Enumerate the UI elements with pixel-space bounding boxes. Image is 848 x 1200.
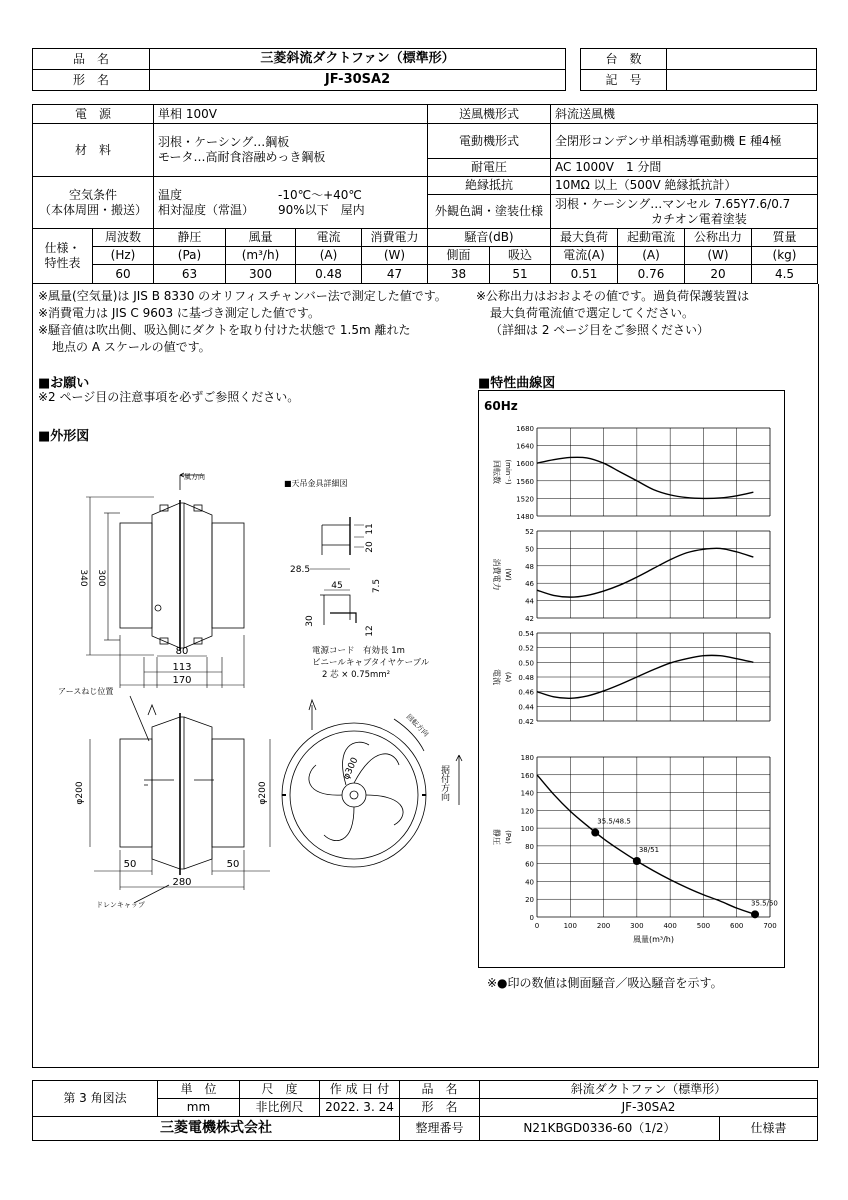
dim-50-right: 50: [226, 859, 240, 870]
temp-value: -10℃～+40℃: [278, 187, 362, 202]
output-value: 20: [685, 265, 752, 284]
hanger-dim-28-5: 28.5: [290, 565, 311, 575]
start-unit: (A): [618, 247, 685, 265]
spec-table: [32, 104, 818, 284]
noise-header: 騒音(dB): [428, 229, 551, 247]
freq-value: 60: [93, 265, 154, 284]
noise-suck-header: 吸込: [490, 247, 551, 265]
temp-label: 温度: [158, 187, 183, 202]
current-header: 電流: [296, 229, 362, 247]
pressure-marker: [591, 829, 599, 837]
power-ylabel: 消費電力: [492, 558, 501, 591]
scale-label: 尺 度: [240, 1081, 320, 1099]
qty-label: 台 数: [581, 49, 667, 70]
rpm-ylabel: 回転数: [492, 460, 501, 484]
rpm-ytick: 1640: [516, 442, 534, 451]
footer-table: [32, 1080, 818, 1141]
blower-value: 斜流送風機: [551, 105, 818, 124]
x-tick: 600: [730, 922, 744, 930]
motor-value: 全閉形コンデンサ単相誘導電動機 E 種4極: [551, 124, 818, 159]
freq-unit: (Hz): [93, 247, 154, 265]
notes-left: [38, 288, 478, 356]
dim-170: 170: [172, 675, 192, 686]
chart-title: ■特性曲線図: [478, 376, 556, 391]
header-table: [32, 48, 566, 91]
current-ytick: 0.44: [518, 703, 534, 712]
projection-method: 第 3 角図法: [33, 1081, 158, 1117]
model-label: 形 名: [33, 70, 150, 91]
pressure-ytick: 0: [529, 914, 534, 922]
rpm-ytick: 1520: [516, 495, 534, 504]
rpm-ytick: 1480: [516, 513, 534, 521]
outline-title: ■外形図: [38, 429, 90, 444]
drain-leader: [134, 885, 169, 903]
hanger-dim-12: 12: [365, 625, 375, 637]
material-line1: 羽根・ケーシング…鋼板: [158, 135, 290, 149]
x-tick: 100: [563, 922, 577, 930]
voltage-label: 耐電圧: [428, 159, 551, 177]
x-tick: 500: [696, 922, 711, 930]
dims-top: [86, 497, 244, 688]
air-value: [154, 177, 428, 229]
dim-340: 340: [78, 569, 88, 587]
power-ytick: 46: [525, 580, 534, 589]
note-left-2: ※消費電力は JIS C 9603 に基づき測定した値です。: [38, 306, 320, 320]
x-tick: 700: [763, 922, 777, 930]
x-tick: 0: [534, 922, 540, 930]
notes-right: [476, 288, 806, 339]
pressure-ytick: 160: [520, 771, 534, 780]
unit-value: mm: [158, 1099, 240, 1117]
dim-280: 280: [172, 877, 192, 888]
air-label-line1: 空気条件: [68, 187, 117, 202]
color-value: [551, 195, 818, 229]
mount-arrow: [456, 755, 462, 805]
chart-frequency: 60Hz: [484, 399, 518, 413]
blower-label: 送風機形式: [428, 105, 551, 124]
noise-side-header: 側面: [428, 247, 490, 265]
insulation-label: 絶縁抵抗: [428, 177, 551, 195]
fan-front-view: [282, 700, 426, 867]
start-value: 0.76: [618, 265, 685, 284]
maxload-value: 0.51: [551, 265, 618, 284]
current-ylabel: 電流: [492, 669, 501, 685]
insulation-value: 10MΩ 以上（500V 絶縁抵抗計）: [551, 177, 818, 195]
pressure-ylabel: 静圧: [492, 829, 501, 845]
wind-dir-label: 風方向: [184, 473, 205, 481]
fan-top-view: [120, 500, 244, 651]
material-label: 材 料: [33, 124, 154, 177]
cord-line3: 2 芯 × 0.75mm²: [322, 670, 391, 680]
voltage-value: AC 1000V 1 分間: [551, 159, 818, 177]
pressure-ytick: 180: [520, 754, 534, 762]
rpm-ytick: 1560: [516, 477, 534, 486]
ref-value: N21KBGD0336-60（1/2）: [480, 1117, 720, 1141]
request-title: ■お願い: [38, 376, 90, 391]
hanger-dim-45: 45: [331, 581, 343, 591]
output-unit: (W): [685, 247, 752, 265]
power-ytick: 48: [525, 562, 534, 571]
noise-suck-value: 51: [490, 265, 551, 284]
pressure-ytick: 140: [520, 789, 534, 798]
footer-model-label: 形 名: [400, 1099, 480, 1117]
pressure-ytick: 20: [525, 896, 534, 905]
scale-value: 非比例尺: [240, 1099, 320, 1117]
power-yunit: (W): [504, 568, 512, 581]
date-value: 2022. 3. 24: [320, 1099, 400, 1117]
pressure-marker-label: 38/51: [638, 846, 660, 854]
mass-header: 質量: [752, 229, 818, 247]
hanger-dim-20: 20: [365, 541, 375, 553]
material-line2: モータ…高耐食溶融めっき鋼板: [158, 150, 326, 164]
current-ytick: 0.48: [518, 674, 534, 682]
power-value-cell: 47: [362, 265, 428, 284]
color-line2: カチオン電着塗装: [651, 211, 747, 226]
footer-model-value: JF-30SA2: [480, 1099, 818, 1117]
perf-label-line2: 特性表: [44, 256, 81, 270]
rpm-ytick: 1600: [516, 460, 534, 469]
mark-value: [667, 70, 817, 91]
note-left-1: ※風量(空気量)は JIS B 8330 のオリフィスチャンバー法で測定した値です。: [38, 289, 447, 303]
current-value: 0.48: [296, 265, 362, 284]
hanger-dim-7-5: 7.5: [372, 578, 382, 594]
note-left-3: ※騒音値は吹出側、吸込側にダクトを取り付けた状態で 1.5m 離れた: [38, 323, 411, 337]
current-ytick: 0.52: [518, 644, 534, 653]
power-label: 電 源: [33, 105, 154, 124]
dim-80: 80: [175, 646, 189, 657]
flow-value: 300: [226, 265, 296, 284]
x-axis-label: 風量(m³/h): [632, 935, 675, 944]
pressure-marker: [633, 857, 641, 865]
dim-300-front: φ300: [341, 756, 361, 782]
current-ytick: 0.42: [518, 718, 534, 726]
company-name: 三菱電機株式会社: [33, 1117, 400, 1141]
power-ytick: 50: [525, 545, 534, 554]
color-line1: 羽根・ケーシング…マンセル 7.65Y7.6/0.7: [555, 196, 791, 211]
dim-200-left: φ200: [75, 781, 85, 805]
pressure-ytick: 120: [520, 807, 534, 816]
qty-table: [580, 48, 817, 91]
pressure-ytick: 80: [525, 842, 534, 851]
output-header: 公称出力: [685, 229, 752, 247]
start-header: 起動電流: [618, 229, 685, 247]
current-ytick: 0.50: [518, 659, 534, 668]
pressure-ytick: 60: [525, 860, 534, 869]
x-tick: 300: [630, 922, 644, 930]
note-right-3: （詳細は 2 ページ目をご参照ください）: [490, 323, 710, 337]
perf-label: [33, 229, 93, 284]
pressure-ytick: 40: [525, 878, 534, 887]
motor-label: 電動機形式: [428, 124, 551, 159]
noise-side-value: 38: [428, 265, 490, 284]
product-name: 三菱斜流ダクトファン（標準形）: [150, 49, 566, 70]
name-label: 品 名: [33, 49, 150, 70]
power-ytick: 52: [525, 528, 534, 536]
humid-value: 90%以下 屋内: [278, 202, 365, 217]
pressure-ytick: 100: [520, 825, 534, 834]
air-label-line2: （本体周囲・搬送）: [38, 202, 147, 217]
cord-line2: ビニールキャブタイヤケーブル: [312, 658, 430, 668]
cord-line1: 電源コード 有効長 1m: [312, 646, 405, 656]
color-label: 外観色調・塗装仕様: [428, 195, 551, 229]
x-tick: 400: [663, 922, 677, 930]
rpm-ytick: 1680: [516, 425, 534, 433]
power-unit: (W): [362, 247, 428, 265]
power-ytick: 44: [525, 597, 534, 606]
material-value: [154, 124, 428, 177]
maxload-unit: 電流(A): [551, 247, 618, 265]
outline-drawing: [34, 445, 474, 935]
mark-label: 記 号: [581, 70, 667, 91]
pressure-marker: [751, 910, 759, 918]
freq-header: 周波数: [93, 229, 154, 247]
humid-label: 相対湿度（常温）: [158, 202, 255, 217]
hanger-detail: [310, 517, 364, 625]
hanger-dim-30: 30: [305, 615, 315, 627]
dim-50-left: 50: [123, 859, 137, 870]
drain-label: ドレンキャップ: [96, 901, 145, 909]
rpm-yunit: (min⁻¹): [504, 459, 512, 485]
power-header: 消費電力: [362, 229, 428, 247]
power-ytick: 42: [525, 615, 534, 623]
pressure-marker-label: 35.5/50: [751, 899, 778, 908]
request-text: ※2 ページ目の注意事項を必ずご参照ください。: [38, 390, 300, 404]
mount-label: 据付方向: [439, 765, 449, 801]
flow-header: 風量: [226, 229, 296, 247]
mass-unit: (kg): [752, 247, 818, 265]
hanger-dim-11: 11: [365, 523, 375, 535]
pressure-curve: [537, 775, 755, 915]
power-value: 単相 100V: [154, 105, 428, 124]
fan-side-view: [120, 705, 244, 875]
maxload-header: 最大負荷: [551, 229, 618, 247]
ref-label: 整理番号: [400, 1117, 480, 1141]
dim-113: 113: [172, 662, 192, 673]
x-tick: 200: [596, 922, 611, 930]
perf-label-line1: 仕様・: [44, 241, 81, 255]
note-left-4: 地点の A スケールの値です。: [52, 340, 211, 354]
air-label: [33, 177, 154, 229]
current-ytick: 0.46: [518, 688, 534, 697]
doc-type: 仕様書: [720, 1117, 818, 1141]
earth-label: アースねじ位置: [58, 687, 114, 696]
footer-name-value: 斜流ダクトファン（標準形）: [480, 1081, 818, 1099]
hanger-title: ■天吊金具詳細図: [284, 479, 348, 488]
current-unit: (A): [296, 247, 362, 265]
chart-note: ※●印の数値は側面騒音／吸込騒音を示す。: [487, 976, 723, 990]
current-ytick: 0.54: [518, 630, 534, 638]
current-yunit: (A): [504, 671, 512, 683]
press-value: 63: [154, 265, 226, 284]
note-right-1: ※公称出力はおおよその値です。過負荷保護装置は: [476, 289, 750, 303]
flow-unit: (m³/h): [226, 247, 296, 265]
pressure-yunit: (Pa): [504, 830, 512, 844]
unit-label: 単 位: [158, 1081, 240, 1099]
dim-300: 300: [96, 569, 106, 587]
pressure-marker-label: 35.5/48.5: [597, 817, 631, 826]
model-number: JF-30SA2: [150, 70, 566, 91]
earth-leader: [130, 696, 149, 741]
date-label: 作 成 日 付: [320, 1081, 400, 1099]
performance-chart: [478, 390, 783, 966]
note-right-2: 最大負荷電流値で選定してください。: [490, 306, 695, 320]
dim-200-right: φ200: [258, 781, 268, 805]
rotation-label: 回転方向: [404, 712, 431, 739]
qty-value: [667, 49, 817, 70]
mass-value: 4.5: [752, 265, 818, 284]
press-unit: (Pa): [154, 247, 226, 265]
press-header: 静圧: [154, 229, 226, 247]
footer-name-label: 品 名: [400, 1081, 480, 1099]
power-curve: [537, 548, 753, 597]
